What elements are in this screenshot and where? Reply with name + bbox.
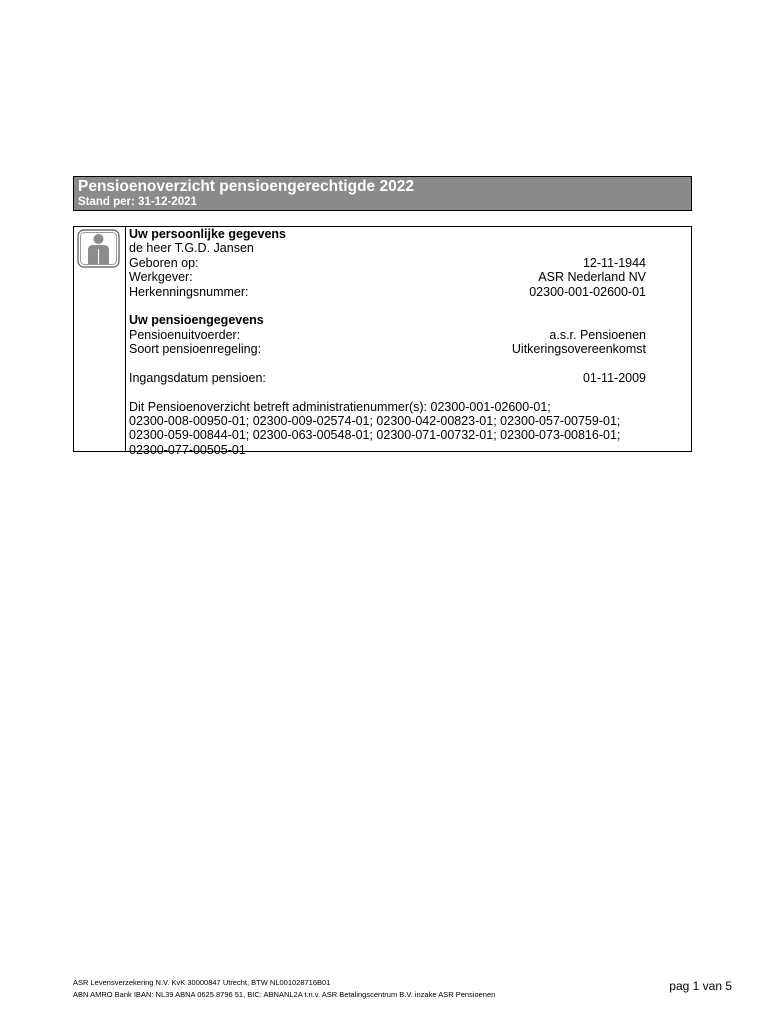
info-box xyxy=(73,226,692,457)
spacer xyxy=(129,299,646,313)
admin-line: 02300-008-00950-01; 02300-009-02574-01; 02300-042-00823-01; 02300-057-00759-01; xyxy=(129,414,621,429)
field-row xyxy=(129,285,646,299)
icon-column xyxy=(74,227,126,451)
spacer xyxy=(129,357,646,371)
field-value: a.s.r. Pensioenen xyxy=(549,327,646,342)
person-icon xyxy=(77,229,120,268)
stand-date: Stand per: 31-12-2021 xyxy=(78,196,197,208)
field-value: ASR Nederland NV xyxy=(538,270,646,285)
field-row xyxy=(129,371,646,385)
field-value: Uitkeringsovereenkomst xyxy=(511,342,646,357)
field-value: 02300-001-02600-01 xyxy=(529,284,646,299)
field-label: Geboren op: xyxy=(129,255,199,270)
field-value: 12-11-1944 xyxy=(582,255,646,270)
footer-bank-line: ABN AMRO Bank IBAN: NL39 ABNA 0625 8796 51, BIC: ABNANL2A t.n.v. ASR Betalingscentrum B.V. inzake ASR Pensioenen xyxy=(73,990,496,999)
spacer xyxy=(129,385,646,399)
admin-line: 02300-077-00505-01 xyxy=(129,442,246,457)
field-row xyxy=(129,256,646,270)
field-label: Werkgever: xyxy=(129,270,193,285)
field-label: Soort pensioenregeling: xyxy=(129,342,262,357)
admin-line: Dit Pensioenoverzicht betreft administratienummer(s): 02300-001-02600-01; xyxy=(129,399,551,414)
title-bar xyxy=(73,176,692,211)
page-number: pag 1 van 5 xyxy=(669,979,732,993)
field-label: Pensioenuitvoerder: xyxy=(129,327,241,342)
person-name: de heer T.G.D. Jansen xyxy=(129,241,254,256)
footer-company-line: ASR Levensverzekering N.V. KvK 30000847 Utrecht, BTW NL001028716B01 xyxy=(73,978,331,987)
personal-heading: Uw persoonlijke gegevens xyxy=(129,227,286,241)
field-value: 01-11-2009 xyxy=(582,370,646,385)
field-label: Ingangsdatum pensioen: xyxy=(129,370,266,385)
admin-line: 02300-059-00844-01; 02300-063-00548-01; 02300-071-00732-01; 02300-073-00816-01; xyxy=(129,428,621,443)
info-content xyxy=(129,227,646,457)
document-title: Pensioenoverzicht pensioengerechtigde 2022 xyxy=(78,178,414,195)
field-row xyxy=(129,270,646,284)
pension-heading: Uw pensioengegevens xyxy=(129,313,264,328)
field-row xyxy=(129,342,646,356)
field-row xyxy=(129,328,646,342)
field-label: Herkenningsnummer: xyxy=(129,284,249,299)
